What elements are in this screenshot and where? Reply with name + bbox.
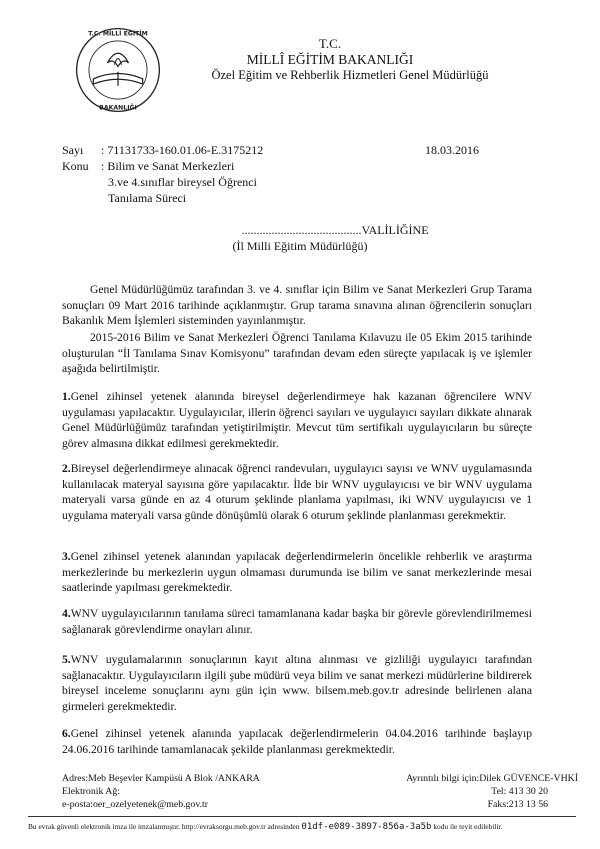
item-1-number: 1.	[62, 390, 71, 403]
item-2-text: Bireysel değerlendirmeye alınacak öğrenci randevuları, uygulayıcı sayısı ve WNV uygulamasında kullanılacak materyal sayısına göre yapılacaktır. İlde bir WNV uygulayıcısı ve bir WNV uygulama materyali varsa günde en az 4 oturum şeklinde planlama yapılması, iki WNV uygulayıcısı ve 1 uygulama materyali varsa günde dönüşümlü olarak 6 oturum şeklinde planlanması gerekmektir.	[62, 462, 532, 522]
item-1	[62, 389, 532, 451]
item-5-number: 5.	[62, 653, 71, 666]
svg-text:BAKANLIĞI: BAKANLIĞI	[99, 104, 137, 112]
footer-tel: Tel: 413 30 20	[491, 786, 548, 797]
konu-label: Konu	[62, 159, 89, 173]
footer-email: e-posta:oer_ozelyetenek@meb.gov.tr	[62, 799, 209, 810]
konu-line-2: 3.ve 4.sınıflar bireysel Öğrenci	[108, 175, 257, 189]
addressee-sub: (İl Milli Eğitim Müdürlüğü)	[232, 239, 368, 253]
item-4-number: 4.	[62, 607, 71, 620]
konu-line-1: : Bilim ve Sanat Merkezleri	[101, 159, 235, 173]
footer-network: Elektronik Ağ:	[62, 786, 120, 797]
item-5	[62, 652, 532, 714]
header-directorate: Özel Eğitim ve Rehberlik Hizmetleri Genel Müdürlüğü	[211, 68, 489, 82]
item-2-number: 2.	[62, 462, 71, 475]
item-6	[62, 726, 532, 757]
svg-text:T.C. MİLLİ EĞİTİM: T.C. MİLLİ EĞİTİM	[88, 30, 148, 38]
item-4	[62, 606, 532, 637]
item-2	[62, 461, 532, 523]
item-3	[62, 549, 532, 596]
item-5-text: WNV uygulamalarının sonuçlarının kayıt altına alınması ve gizliliği uygulayıcı tarafından sağlanacaktır. Uygulayıcıların ilgili şube müdürü veya bilim ve sanat merkezi müdürlerine bildirerek bireysel inceleme sonuçlarını aynı gün için www. bilsem.meb.gov.tr adresinde belirlenen alana girmeleri gerekmektedir.	[62, 653, 532, 713]
item-3-number: 3.	[62, 550, 71, 563]
verification-text: Bu evrak güvenli elektronik imza ile imzalanmıştır. http://evraksorgu.meb.gov.tr adresinden	[28, 822, 300, 831]
verification-code: 01df-e089-3897-856a-3a5b	[301, 822, 432, 832]
footer-address: Adres:Meb Beşevler Kampüsü A Blok /ANKARA	[62, 773, 260, 784]
footer-divider	[28, 816, 576, 817]
sayi-label: Sayı	[62, 143, 84, 157]
item-6-text: Genel zihinsel yetenek alanında yapılacak değerlendirmelerin 04.04.2016 tarihinde başlayıp 24.06.2016 tarihinde tamamlanacak şekilde planlanması gerekmektedir.	[62, 727, 532, 756]
item-1-text: Genel zihinsel yetenek alanında bireysel değerlendirmeye hak kazanan öğrencilere WNV uygulaması yapılacaktır. Uygulayıcılar, illerin öğrenci sayıları ve uygulayıcı sayıları dikkate alınarak Genel Müdürlüğümüz tarafından yetiştirilmiştir. Mevcut tüm sertifikalı uygulayıcıların bu süreçte görev almasına dikkat edilmesi gerekmektedir.	[62, 390, 532, 450]
intro-paragraph-1: Genel Müdürlüğümüz tarafından 3. ve 4. sınıflar için Bilim ve Sanat Merkezleri Grup Tarama sonuçları 09 Mart 2016 tarihinde açıklanmıştır. Grup tarama sınavına alınan öğrencilerin sonuçları Bakanlık Mem İşlemleri sisteminden yayınlanmıştır.	[62, 283, 532, 328]
footer-contact: Ayrıntılı bilgi için:Dilek GÜVENCE-VHKİ	[406, 773, 578, 784]
item-4-text: WNV uygulayıcılarının tanılama süreci tamamlanana kadar başka bir görevle görevlendirilmemesi sağlanarak görevlendirme onayları alınır.	[62, 607, 532, 636]
footer-fax: Faks:213 13 56	[487, 799, 548, 810]
konu-line-3: Tanılama Süreci	[108, 191, 187, 205]
header-ministry: MİLLÎ EĞİTİM BAKANLIĞI	[246, 52, 414, 67]
item-3-text: Genel zihinsel yetenek alanından yapılacak değerlendirmelerin öncelikle rehberlik ve araştırma merkezlerinde bu merkezlerin uygun olmaması durumunda ise bilim ve sanat merkezlerinde mesai saatlerinde yapılması gerekmektedir.	[62, 550, 532, 595]
verification-line	[28, 822, 576, 832]
verification-suffix: kodu ile teyit edilebilir.	[433, 822, 503, 831]
document-date: 18.03.2016	[425, 143, 479, 157]
sayi-value: : 71131733-160.01.06-E.3175212	[101, 143, 264, 157]
intro-paragraph-2: 2015-2016 Bilim ve Sanat Merkezleri Öğrenci Tanılama Kılavuzu ile 05 Ekim 2015 tarihinde oluşturulan “İl Tanılama Sınav Komisyonu” tarafından devam eden süreçte yapılacak iş ve işlemler aşağıda belirtilmiştir.	[62, 331, 532, 376]
item-6-number: 6.	[62, 727, 71, 740]
header-tc: T.C.	[318, 36, 342, 51]
addressee: ........................................VALİLİĞİNE	[241, 223, 429, 237]
